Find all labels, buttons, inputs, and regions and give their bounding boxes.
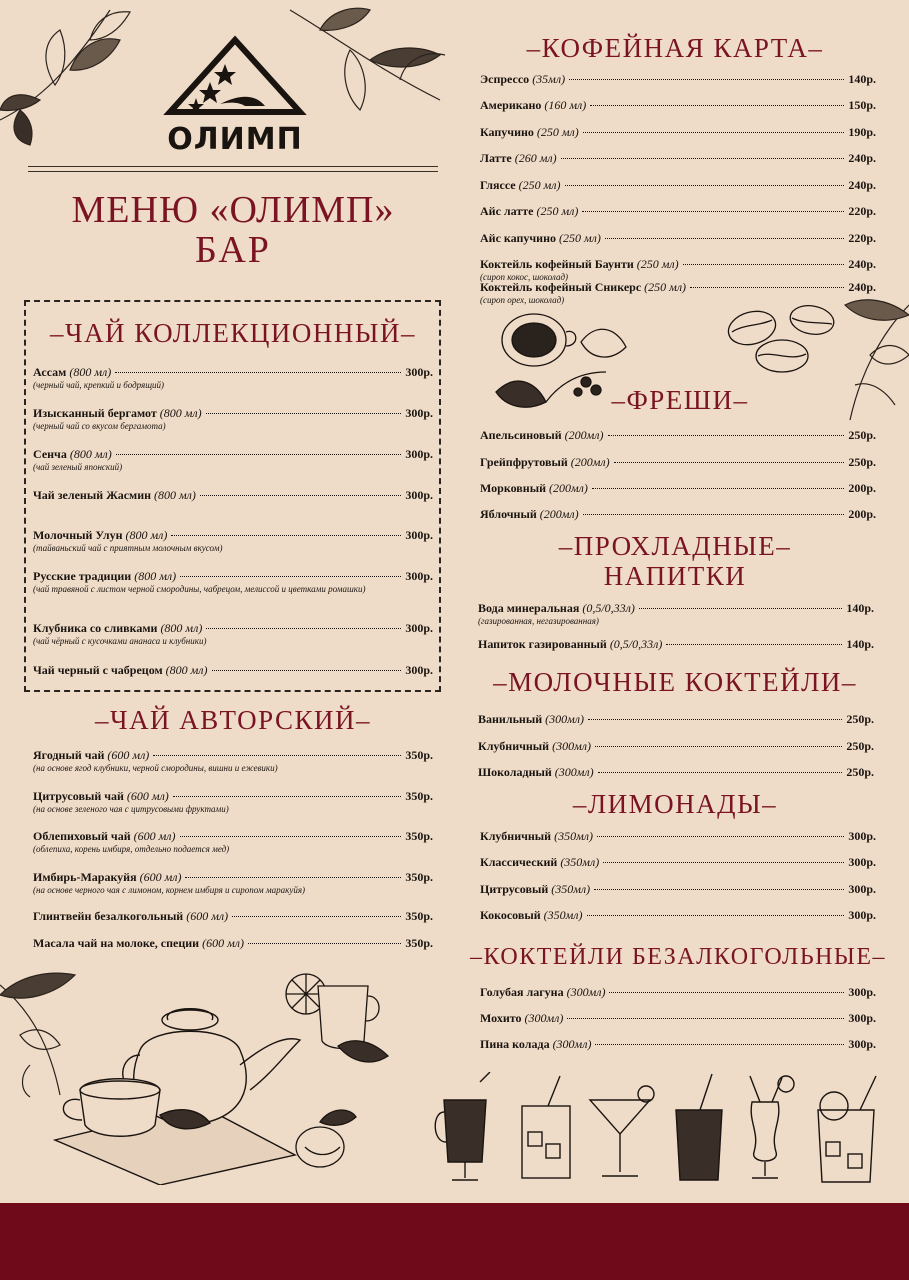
menu-item bbox=[480, 231, 876, 245]
menu-item-price: 250р. bbox=[846, 712, 874, 726]
menu-item-volume: (300мл) bbox=[566, 985, 606, 999]
menu-item-row bbox=[480, 1037, 876, 1051]
lemon-icon bbox=[290, 1102, 360, 1177]
dot-leader bbox=[200, 495, 401, 496]
menu-item-name: Латте bbox=[480, 151, 512, 165]
menu-item-row bbox=[33, 663, 433, 677]
dot-leader bbox=[592, 488, 844, 489]
dot-leader bbox=[248, 943, 401, 944]
menu-item-name: Мохито bbox=[480, 1011, 522, 1025]
menu-item-name: Чай черный с чабрецом bbox=[33, 663, 163, 677]
menu-item-row bbox=[33, 406, 433, 420]
menu-item-volume: (800 мл) bbox=[154, 488, 196, 502]
menu-item-price: 300р. bbox=[848, 882, 876, 896]
menu-item-row bbox=[480, 125, 876, 139]
title-line-2: БАР bbox=[195, 229, 271, 271]
menu-item-volume: (250 мл) bbox=[636, 257, 679, 271]
menu-item-description: (чай зеленый японский) bbox=[33, 462, 123, 472]
dot-leader bbox=[639, 608, 842, 609]
menu-item-price: 250р. bbox=[846, 739, 874, 753]
dot-leader bbox=[666, 644, 842, 645]
dot-leader bbox=[569, 79, 844, 80]
menu-item-row bbox=[480, 280, 876, 294]
menu-item-volume: (600 мл) bbox=[186, 909, 229, 923]
menu-item-description: (на основе зеленого чая с цитрусовыми фруктами) bbox=[33, 804, 229, 814]
teapot-icon bbox=[50, 995, 310, 1185]
menu-item bbox=[480, 1011, 876, 1025]
menu-item-row bbox=[33, 870, 433, 884]
menu-item bbox=[480, 98, 876, 112]
menu-item-volume: (600 мл) bbox=[107, 748, 150, 762]
menu-item-price: 240р. bbox=[848, 151, 876, 165]
menu-item-row bbox=[480, 455, 876, 469]
section-title-tea-author: –ЧАЙ АВТОРСКИЙ– bbox=[95, 705, 371, 735]
menu-item-row bbox=[478, 765, 874, 779]
menu-item bbox=[480, 204, 876, 218]
menu-item-name: Клубника со сливками bbox=[33, 621, 158, 635]
menu-item-name: Глинтвейн безалкогольный bbox=[33, 909, 184, 923]
menu-item-row bbox=[480, 204, 876, 218]
menu-item bbox=[33, 621, 433, 647]
menu-item-price: 350р. bbox=[405, 748, 433, 762]
menu-item-volume: (800 мл) bbox=[134, 569, 177, 583]
menu-item-name: Цитрусовый bbox=[480, 882, 549, 896]
menu-item-price: 300р. bbox=[405, 365, 433, 379]
menu-item bbox=[33, 447, 433, 473]
dot-leader bbox=[595, 746, 842, 747]
section-title-lemonades: –ЛИМОНАДЫ– bbox=[572, 789, 778, 819]
menu-item bbox=[33, 909, 433, 923]
menu-item-row bbox=[33, 621, 433, 635]
menu-item-name: Морковный bbox=[480, 481, 546, 495]
dot-leader bbox=[590, 105, 844, 106]
menu-item-name: Чай зеленый Жасмин bbox=[33, 488, 152, 502]
dot-leader bbox=[609, 992, 844, 993]
leaf-branch-icon bbox=[0, 0, 140, 150]
menu-item-row bbox=[480, 829, 876, 843]
menu-item-name: Имбирь-Маракуйя bbox=[33, 870, 137, 884]
menu-item-name: Голубая лагуна bbox=[480, 985, 564, 999]
menu-item-price: 220р. bbox=[848, 231, 876, 245]
logo-text: ОЛИМП bbox=[167, 122, 303, 157]
section-title-tea-collection: –ЧАЙ КОЛЛЕКЦИОННЫЙ– bbox=[50, 318, 416, 348]
section-title-cold-drinks: –ПРОХЛАДНЫЕ– НАПИТКИ bbox=[470, 531, 880, 591]
menu-item-price: 300р. bbox=[405, 569, 433, 583]
menu-item-row bbox=[480, 428, 876, 442]
menu-item-name: Пина колада bbox=[480, 1037, 550, 1051]
dot-leader bbox=[594, 889, 844, 890]
menu-item-name: Ягодный чай bbox=[33, 748, 105, 762]
menu-item bbox=[480, 855, 876, 869]
menu-item-price: 140р. bbox=[846, 601, 874, 615]
menu-item-name: Айс латте bbox=[480, 204, 534, 218]
menu-item bbox=[33, 748, 433, 774]
dot-leader bbox=[683, 264, 845, 265]
menu-item-volume: (200мл) bbox=[539, 507, 579, 521]
menu-item-name: Молочный Улун bbox=[33, 528, 123, 542]
menu-item-volume: (300мл) bbox=[552, 1037, 592, 1051]
menu-item-price: 350р. bbox=[405, 936, 433, 950]
dot-leader bbox=[603, 862, 844, 863]
dot-leader bbox=[212, 670, 402, 671]
menu-item-description: (на основе ягод клубники, черной смородины, вишни и ежевики) bbox=[33, 763, 278, 773]
dot-leader bbox=[232, 916, 401, 917]
menu-item-description: (газированная, негазированная) bbox=[478, 616, 599, 626]
menu-item-description: (сироп кокос, шоколад) bbox=[480, 272, 568, 282]
menu-item-volume: (600 мл) bbox=[126, 789, 169, 803]
dot-leader bbox=[565, 185, 845, 186]
menu-item-row bbox=[480, 1011, 876, 1025]
menu-item bbox=[33, 528, 433, 554]
menu-item-description: (чай чёрный с кусочками ананаса и клубники) bbox=[33, 636, 207, 646]
menu-item-row bbox=[480, 151, 876, 165]
menu-item-row bbox=[480, 507, 876, 521]
menu-item-price: 140р. bbox=[846, 637, 874, 651]
dot-leader bbox=[206, 413, 402, 414]
menu-item-name: Кокосовый bbox=[480, 908, 541, 922]
menu-item-volume: (350мл) bbox=[551, 882, 591, 896]
menu-item-row bbox=[33, 909, 433, 923]
menu-item-name: Классический bbox=[480, 855, 558, 869]
menu-item-row bbox=[480, 72, 876, 86]
footer-bar bbox=[0, 1203, 909, 1280]
dot-leader bbox=[171, 535, 401, 536]
menu-item bbox=[480, 455, 876, 469]
dot-leader bbox=[690, 287, 844, 288]
menu-item-volume: (600 мл) bbox=[139, 870, 182, 884]
section-title-mocktails: –КОКТЕЙЛИ БЕЗАЛКОГОЛЬНЫЕ– bbox=[470, 944, 887, 970]
menu-item-row bbox=[480, 908, 876, 922]
menu-item-row bbox=[480, 882, 876, 896]
menu-item-volume: (0,5/0,33л) bbox=[609, 637, 663, 651]
menu-item-price: 300р. bbox=[848, 855, 876, 869]
menu-item-name: Облепиховый чай bbox=[33, 829, 131, 843]
cocktail-glasses-icon bbox=[430, 1072, 890, 1190]
menu-item bbox=[480, 151, 876, 165]
title-line-1: МЕНЮ «ОЛИМП» bbox=[71, 189, 395, 231]
menu-item bbox=[480, 178, 876, 192]
menu-item bbox=[480, 507, 876, 521]
menu-item-volume: (160 мл) bbox=[544, 98, 587, 112]
menu-item-description: (черный чай, крепкий и бодрящий) bbox=[33, 380, 165, 390]
coffee-beans-icon bbox=[724, 298, 844, 378]
menu-item-price: 240р. bbox=[848, 178, 876, 192]
menu-item-row bbox=[480, 257, 876, 271]
menu-item bbox=[480, 829, 876, 843]
dot-leader bbox=[173, 796, 402, 797]
menu-item-name: Изысканный бергамот bbox=[33, 406, 157, 420]
menu-item-row bbox=[478, 739, 874, 753]
divider bbox=[28, 171, 438, 172]
menu-item bbox=[33, 829, 433, 855]
menu-item-price: 350р. bbox=[405, 870, 433, 884]
dot-leader bbox=[567, 1018, 844, 1019]
menu-item-name: Шоколадный bbox=[478, 765, 552, 779]
menu-item-name: Масала чай на молоке, специи bbox=[33, 936, 200, 950]
dot-leader bbox=[608, 435, 845, 436]
menu-item-name: Грейпфрутовый bbox=[480, 455, 568, 469]
menu-item bbox=[480, 125, 876, 139]
menu-item bbox=[478, 637, 874, 651]
menu-item-name: Яблочный bbox=[480, 507, 537, 521]
menu-item-volume: (35мл) bbox=[532, 72, 566, 86]
menu-item bbox=[33, 870, 433, 896]
divider bbox=[28, 166, 438, 167]
menu-item bbox=[480, 1037, 876, 1051]
menu-item-price: 250р. bbox=[848, 428, 876, 442]
menu-item-volume: (300мл) bbox=[554, 765, 594, 779]
menu-item bbox=[480, 428, 876, 442]
menu-item-price: 300р. bbox=[405, 528, 433, 542]
menu-item-volume: (800 мл) bbox=[165, 663, 208, 677]
menu-item-volume: (800 мл) bbox=[160, 621, 203, 635]
menu-item-price: 350р. bbox=[405, 909, 433, 923]
menu-item bbox=[33, 488, 433, 502]
menu-item bbox=[33, 663, 433, 677]
menu-item-row bbox=[33, 829, 433, 843]
menu-item-row bbox=[478, 712, 874, 726]
menu-item-row bbox=[33, 748, 433, 762]
menu-item-price: 250р. bbox=[846, 765, 874, 779]
menu-item-volume: (800 мл) bbox=[69, 365, 112, 379]
menu-item-name: Ассам bbox=[33, 365, 67, 379]
dot-leader bbox=[587, 915, 845, 916]
menu-item-name: Сенча bbox=[33, 447, 67, 461]
section-title-milkshakes: –МОЛОЧНЫЕ КОКТЕЙЛИ– bbox=[493, 667, 857, 697]
menu-item-price: 300р. bbox=[405, 406, 433, 420]
menu-item-volume: (200мл) bbox=[564, 428, 604, 442]
menu-item-description: (облепиха, корень имбиря, отдельно подается мед) bbox=[33, 844, 230, 854]
menu-item-row bbox=[478, 601, 874, 615]
menu-item bbox=[478, 601, 874, 627]
section-title-fresh: –ФРЕШИ– bbox=[611, 385, 749, 415]
dot-leader bbox=[185, 877, 401, 878]
dot-leader bbox=[583, 132, 845, 133]
menu-item-price: 300р. bbox=[848, 985, 876, 999]
menu-item-price: 300р. bbox=[848, 1037, 876, 1051]
menu-item-name: Коктейль кофейный Баунти bbox=[480, 257, 634, 271]
menu-item-volume: (800 мл) bbox=[125, 528, 168, 542]
menu-item-price: 350р. bbox=[405, 789, 433, 803]
menu-item-description: (чай травяной с листом черной смородины, чабрецом, мелиссой и цветками ромашки) bbox=[33, 584, 366, 594]
menu-item-name: Напиток газированный bbox=[478, 637, 607, 651]
dot-leader bbox=[588, 719, 842, 720]
menu-item-row bbox=[33, 488, 433, 502]
menu-item bbox=[478, 739, 874, 753]
section-title-coffee: –КОФЕЙНАЯ КАРТА– bbox=[526, 33, 824, 63]
dot-leader bbox=[561, 158, 845, 159]
page-title bbox=[28, 190, 438, 270]
menu-item-name: Гляссе bbox=[480, 178, 516, 192]
menu-item-volume: (800 мл) bbox=[69, 447, 112, 461]
dot-leader bbox=[180, 576, 401, 577]
menu-item-price: 240р. bbox=[848, 280, 876, 294]
coffee-cup-icon bbox=[486, 302, 636, 424]
dot-leader bbox=[116, 454, 402, 455]
dot-leader bbox=[605, 238, 844, 239]
menu-item-price: 200р. bbox=[848, 481, 876, 495]
menu-item-price: 300р. bbox=[405, 663, 433, 677]
menu-item-name: Ванильный bbox=[478, 712, 543, 726]
menu-item bbox=[480, 908, 876, 922]
menu-item-row bbox=[33, 528, 433, 542]
menu-item-price: 190р. bbox=[848, 125, 876, 139]
menu-item-volume: (250 мл) bbox=[644, 280, 687, 294]
menu-item-price: 300р. bbox=[405, 447, 433, 461]
menu-item-name: Айс капучино bbox=[480, 231, 556, 245]
menu-item bbox=[33, 365, 433, 391]
tea-glass-icon bbox=[278, 966, 396, 1071]
menu-item-row bbox=[480, 231, 876, 245]
menu-item bbox=[480, 72, 876, 86]
menu-item-volume: (260 мл) bbox=[514, 151, 557, 165]
menu-item-name: Эспрессо bbox=[480, 72, 530, 86]
menu-item-volume: (300мл) bbox=[545, 712, 584, 726]
menu-item-row bbox=[480, 98, 876, 112]
menu-item-volume: (600 мл) bbox=[202, 936, 244, 950]
menu-item-row bbox=[33, 789, 433, 803]
menu-item-row bbox=[478, 637, 874, 651]
dot-leader bbox=[180, 836, 402, 837]
menu-item-row bbox=[33, 365, 433, 379]
menu-item bbox=[478, 765, 874, 779]
menu-item-volume: (800 мл) bbox=[159, 406, 202, 420]
menu-item-price: 140р. bbox=[848, 72, 876, 86]
menu-item-row bbox=[33, 569, 433, 583]
dot-leader bbox=[582, 211, 844, 212]
cold-drinks-title-line2: НАПИТКИ bbox=[603, 561, 747, 591]
menu-item bbox=[478, 712, 874, 726]
menu-item-row bbox=[480, 855, 876, 869]
menu-item-volume: (350мл) bbox=[554, 829, 593, 843]
menu-item-volume: (250 мл) bbox=[536, 125, 579, 139]
menu-item-row bbox=[33, 447, 433, 461]
menu-item-volume: (200мл) bbox=[570, 455, 610, 469]
menu-item-volume: (250 мл) bbox=[518, 178, 561, 192]
menu-item-price: 300р. bbox=[848, 908, 876, 922]
menu-item bbox=[33, 936, 433, 950]
menu-item-name: Русские традиции bbox=[33, 569, 132, 583]
menu-item bbox=[33, 406, 433, 432]
menu-item-name: Клубничный bbox=[478, 739, 550, 753]
menu-item-volume: (300мл) bbox=[524, 1011, 564, 1025]
menu-item-volume: (350мл) bbox=[543, 908, 583, 922]
menu-item-price: 300р. bbox=[405, 488, 433, 502]
menu-item bbox=[33, 789, 433, 815]
menu-item-price: 250р. bbox=[848, 455, 876, 469]
menu-item-price: 300р. bbox=[405, 621, 433, 635]
menu-item bbox=[33, 569, 433, 595]
menu-item-name: Клубничный bbox=[480, 829, 552, 843]
menu-item-description: (тайваньский чай с приятным молочным вкусом) bbox=[33, 543, 223, 553]
menu-item-name: Американо bbox=[480, 98, 542, 112]
menu-item-name: Капучино bbox=[480, 125, 534, 139]
menu-item-volume: (300мл) bbox=[552, 739, 591, 753]
menu-item-price: 350р. bbox=[405, 829, 433, 843]
dot-leader bbox=[115, 372, 401, 373]
menu-item-volume: (600 мл) bbox=[133, 829, 176, 843]
menu-item-price: 220р. bbox=[848, 204, 876, 218]
menu-item-volume: (350мл) bbox=[560, 855, 600, 869]
dot-leader bbox=[597, 836, 844, 837]
menu-item-row bbox=[480, 985, 876, 999]
menu-item-price: 300р. bbox=[848, 829, 876, 843]
menu-item-row bbox=[480, 481, 876, 495]
menu-item bbox=[480, 882, 876, 896]
menu-item-name: Коктейль кофейный Сникерс bbox=[480, 280, 642, 294]
dot-leader bbox=[598, 772, 843, 773]
menu-item-volume: (0,5/0,33л) bbox=[582, 601, 635, 615]
menu-item-description: (сироп орех, шоколад) bbox=[480, 295, 565, 305]
menu-item-price: 200р. bbox=[848, 507, 876, 521]
dot-leader bbox=[206, 628, 401, 629]
dot-leader bbox=[153, 755, 401, 756]
logo bbox=[160, 34, 310, 159]
menu-item-row bbox=[480, 178, 876, 192]
menu-item-price: 150р. bbox=[848, 98, 876, 112]
menu-item-row bbox=[33, 936, 433, 950]
menu-item-volume: (250 мл) bbox=[536, 204, 579, 218]
menu-item-name: Вода минеральная bbox=[478, 601, 580, 615]
menu-item-name: Цитрусовый чай bbox=[33, 789, 124, 803]
dot-leader bbox=[614, 462, 845, 463]
dot-leader bbox=[595, 1044, 844, 1045]
dot-leader bbox=[583, 514, 845, 515]
menu-item-description: (черный чай со вкусом бергамота) bbox=[33, 421, 166, 431]
menu-item-name: Апельсиновый bbox=[480, 428, 562, 442]
menu-item-volume: (200мл) bbox=[548, 481, 588, 495]
menu-item bbox=[480, 985, 876, 999]
menu-item-price: 240р. bbox=[848, 257, 876, 271]
menu-item-volume: (250 мл) bbox=[559, 231, 601, 245]
leaf-branch-icon bbox=[840, 295, 909, 425]
menu-item-description: (на основе черного чая с лимоном, корнем имбиря и сиропом маракуйя) bbox=[33, 885, 306, 895]
menu-item-price: 300р. bbox=[848, 1011, 876, 1025]
menu-item bbox=[480, 481, 876, 495]
